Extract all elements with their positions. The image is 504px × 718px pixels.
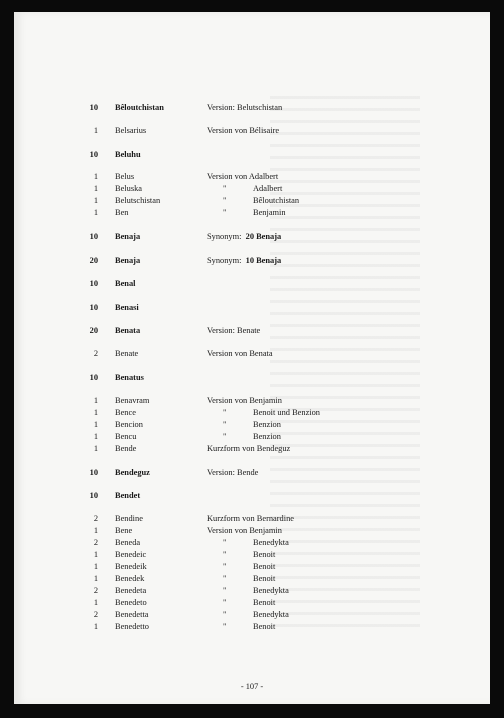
entry-count: 1 [93, 184, 98, 193]
list-row [14, 443, 490, 455]
list-row [14, 621, 490, 633]
entry-count: 10 [89, 103, 98, 112]
entry-name: Benedeto [115, 598, 147, 607]
entry-count: 10 [89, 150, 98, 159]
entry-count: 1 [93, 396, 98, 405]
entry-count: 1 [93, 598, 98, 607]
list-row [14, 348, 490, 360]
entry-name: Benedek [115, 574, 145, 583]
entry-count: 1 [93, 432, 98, 441]
entry-count: 10 [89, 468, 98, 477]
entry-name: Benedetto [115, 622, 149, 631]
entry-count: 20 [89, 256, 98, 265]
name-list [14, 12, 490, 704]
entry-name: Bende [115, 444, 137, 453]
entry-reference: Benedykta [253, 538, 289, 547]
entry-name: Benaja [115, 232, 141, 241]
entry-reference: Benoit [253, 550, 276, 559]
entry-name: Bendine [115, 514, 143, 523]
list-row [14, 585, 490, 597]
list-row [14, 171, 490, 183]
entry-name: Belutschistan [115, 196, 161, 205]
list-row [14, 195, 490, 207]
entry-reference: Benoit [253, 574, 276, 583]
entry-count: 1 [93, 622, 98, 631]
entry-reference: Benoit und Benzion [253, 408, 320, 417]
entry-count: 2 [93, 538, 98, 547]
list-row [14, 278, 490, 290]
ditto-mark: " [223, 562, 227, 571]
entry-description: Version von Bélisaire [207, 126, 280, 135]
entry-name: Benate [115, 349, 139, 358]
entry-description: Version von Benata [207, 349, 273, 358]
entry-reference: Benoit [253, 562, 276, 571]
entry-description: Version: Belutschistan [207, 103, 283, 112]
entry-count: 1 [93, 444, 98, 453]
ditto-mark: " [223, 432, 227, 441]
ditto-mark: " [223, 550, 227, 559]
entry-count: 1 [93, 574, 98, 583]
entry-name: Bence [115, 408, 136, 417]
entry-name: Benatus [115, 373, 144, 382]
entry-reference: Benzion [253, 432, 281, 441]
ditto-mark: " [223, 538, 227, 547]
entry-name: Bencion [115, 420, 143, 429]
entry-name: Benal [115, 279, 136, 288]
entry-count: 10 [89, 279, 98, 288]
list-row [14, 395, 490, 407]
list-row [14, 513, 490, 525]
synonym-reference: 20 Benaja [241, 232, 282, 241]
entry-count: 10 [89, 303, 98, 312]
list-row [14, 125, 490, 137]
entry-name: Belsarius [115, 126, 147, 135]
entry-name: Benedeta [115, 586, 147, 595]
entry-name: Benavram [115, 396, 150, 405]
list-row [14, 183, 490, 195]
list-row [14, 467, 490, 479]
entry-reference: Benzion [253, 420, 281, 429]
list-row [14, 231, 490, 243]
entry-count: 2 [93, 586, 98, 595]
entry-description: Version von Adalbert [207, 172, 279, 181]
list-row [14, 561, 490, 573]
list-row [14, 207, 490, 219]
entry-count: 10 [89, 373, 98, 382]
entry-count: 1 [93, 172, 98, 181]
entry-name: Benedeik [115, 562, 147, 571]
entry-count: 1 [93, 408, 98, 417]
list-row [14, 609, 490, 621]
entry-name: Bencu [115, 432, 137, 441]
ditto-mark: " [223, 196, 227, 205]
entry-name: Benaja [115, 256, 141, 265]
entry-count: 1 [93, 562, 98, 571]
entry-name: Benedeic [115, 550, 147, 559]
entry-name: Ben [115, 208, 129, 217]
entry-reference: Adalbert [253, 184, 283, 193]
document-page [14, 12, 490, 704]
ditto-mark: " [223, 208, 227, 217]
entry-description: Kurzform von Bendeguz [207, 444, 291, 453]
entry-name: Bendet [115, 491, 141, 500]
list-row [14, 597, 490, 609]
list-row [14, 372, 490, 384]
entry-count: 2 [93, 349, 98, 358]
entry-name: Benedetta [115, 610, 149, 619]
entry-count: 10 [89, 232, 98, 241]
list-row [14, 102, 490, 114]
entry-description: Synonym: 20 Benaja [207, 232, 282, 241]
page-number: - 107 - [240, 682, 264, 691]
entry-reference: Benoit [253, 622, 276, 631]
entry-name: Bene [115, 526, 133, 535]
entry-name: Beneda [115, 538, 141, 547]
entry-count: 1 [93, 126, 98, 135]
entry-count: 1 [93, 208, 98, 217]
list-row [14, 407, 490, 419]
entry-name: Bêloutchistan [115, 103, 164, 112]
entry-name: Beluhu [115, 150, 141, 159]
list-row [14, 549, 490, 561]
entry-description: Version von Benjamin [207, 396, 282, 405]
entry-count: 1 [93, 196, 98, 205]
list-row [14, 255, 490, 267]
ditto-mark: " [223, 408, 227, 417]
entry-name: Bendeguz [115, 468, 150, 477]
entry-reference: Bêloutchistan [253, 196, 300, 205]
list-row [14, 302, 490, 314]
ditto-mark: " [223, 574, 227, 583]
entry-description: Kurzform von Bernardine [207, 514, 294, 523]
list-row [14, 573, 490, 585]
ditto-mark: " [223, 184, 227, 193]
entry-reference: Benedykta [253, 610, 289, 619]
ditto-mark: " [223, 622, 227, 631]
entry-count: 10 [89, 491, 98, 500]
entry-count: 1 [93, 420, 98, 429]
ditto-mark: " [223, 610, 227, 619]
entry-count: 1 [93, 550, 98, 559]
entry-name: Benasi [115, 303, 139, 312]
list-row [14, 149, 490, 161]
list-row [14, 490, 490, 502]
ditto-mark: " [223, 598, 227, 607]
entry-name: Benata [115, 326, 141, 335]
entry-reference: Benjamin [253, 208, 286, 217]
entry-count: 1 [93, 526, 98, 535]
entry-count: 20 [89, 326, 98, 335]
entry-count: 2 [93, 610, 98, 619]
entry-name: Beluska [115, 184, 142, 193]
synonym-reference: 10 Benaja [241, 256, 282, 265]
list-row [14, 419, 490, 431]
list-row [14, 431, 490, 443]
list-row [14, 525, 490, 537]
entry-description: Version von Benjamin [207, 526, 282, 535]
list-row [14, 537, 490, 549]
entry-description: Version: Bende [207, 468, 259, 477]
ditto-mark: " [223, 586, 227, 595]
entry-name: Belus [115, 172, 135, 181]
ditto-mark: " [223, 420, 227, 429]
entry-description: Synonym: 10 Benaja [207, 256, 282, 265]
entry-count: 2 [93, 514, 98, 523]
entry-reference: Benedykta [253, 586, 289, 595]
list-row [14, 325, 490, 337]
entry-description: Version: Benate [207, 326, 261, 335]
entry-reference: Benoit [253, 598, 276, 607]
